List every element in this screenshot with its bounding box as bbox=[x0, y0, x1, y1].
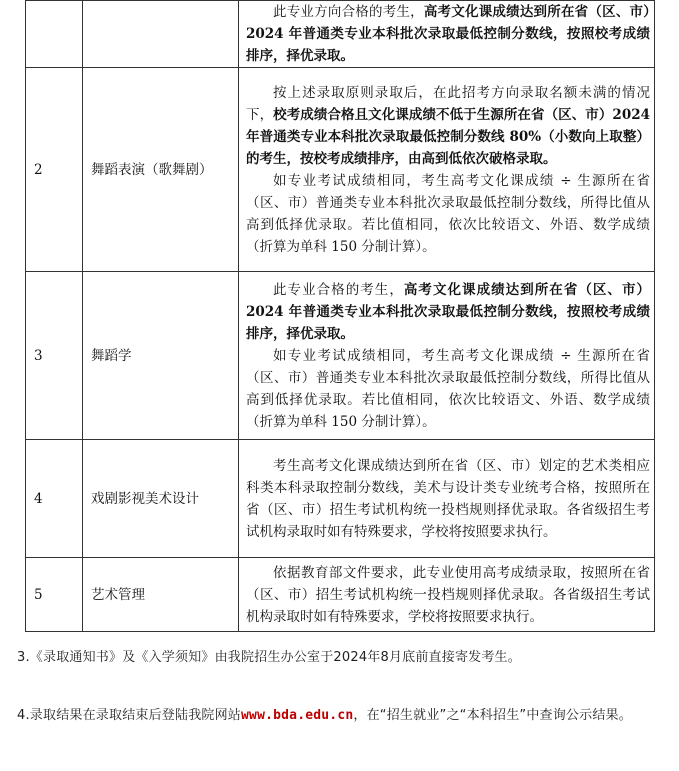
rule-text: 此专业合格的考生， bbox=[273, 281, 404, 298]
rule-paragraph bbox=[246, 562, 650, 628]
admission-rules-table bbox=[25, 0, 655, 632]
major-name: 艺术管理 bbox=[83, 558, 239, 632]
rule-paragraph bbox=[246, 82, 650, 170]
rule-text: 考生高考文化课成绩达到所在省（区、市）划定的艺术类相应科类本科录取控制分数线，美术与设计类专业统考合格，按照所在省（区、市）招生考试机构统一投档规则择优录取。各省级招生考试机构录取时如有特殊要求，学校将按照要求执行。 bbox=[246, 457, 650, 540]
major-name: 戏剧影视美术设计 bbox=[83, 440, 239, 558]
row-number bbox=[26, 1, 83, 68]
rule-paragraph bbox=[246, 279, 650, 345]
table-row bbox=[26, 440, 655, 558]
rule-text: 按上述录取原则录取后，在此招考方向录取名额未满的情况下， bbox=[246, 84, 650, 123]
rule-text: 此专业方向合格的考生， bbox=[273, 4, 424, 20]
table-row bbox=[26, 1, 655, 68]
admission-rule bbox=[239, 1, 655, 68]
row-number: 5 bbox=[26, 558, 83, 632]
admission-rule bbox=[239, 272, 655, 440]
table-row bbox=[26, 558, 655, 632]
rule-paragraph bbox=[246, 455, 650, 543]
note-3-text: 3.《录取通知书》及《入学须知》由我院招生办公室于2024年8月底前直接寄发考生。 bbox=[17, 650, 521, 665]
rule-text: 如专业考试成绩相同，考生高考文化课成绩 ÷ 生源所在省（区、市）普通类专业本科批次录取最低控制分数线，所得比值从高到低择优录取。若比值相同，依次比较语文、外语、数学成绩（折算为单科 150 分制计算）。 bbox=[246, 347, 650, 430]
major-name: 舞蹈学 bbox=[83, 272, 239, 440]
admission-rule bbox=[239, 558, 655, 632]
row-number: 3 bbox=[26, 272, 83, 440]
major-name bbox=[83, 1, 239, 68]
website-link[interactable]: www.bda.edu.cn bbox=[241, 708, 354, 723]
rule-text: 依据教育部文件要求，此专业使用高考成绩录取，按照所在省（区、市）招生考试机构统一投档规则择优录取。各省级招生考试机构录取时如有特殊要求，学校将按照要求执行。 bbox=[246, 564, 650, 625]
note-4 bbox=[17, 703, 667, 728]
rule-text-bold: 高考文化课成绩达到所在省（区、市）2024 年普通类专业本科批次录取最低控制分数线，按照校考成绩排序，择优录取。 bbox=[246, 4, 651, 64]
major-name: 舞蹈表演（歌舞剧） bbox=[83, 68, 239, 272]
note-4-text-after: ，在“招生就业”之“本科招生”中查询公示结果。 bbox=[353, 708, 632, 723]
table-row bbox=[26, 68, 655, 272]
rule-text-bold: 校考成绩合格且文化课成绩不低于生源所在省（区、市）2024 年普通类专业本科批次录取最低控制分数线 80%（小数向上取整）的考生，按校考成绩排序，由高到低依次破格录取。 bbox=[246, 106, 651, 167]
rule-paragraph bbox=[246, 1, 650, 67]
rule-paragraph bbox=[246, 170, 650, 258]
rule-text-bold: 高考文化课成绩达到所在省（区、市）2024 年普通类专业本科批次录取最低控制分数线，按照校考成绩排序，择优录取。 bbox=[246, 281, 651, 342]
note-4-text-before: 4.录取结果在录取结束后登陆我院网站 bbox=[17, 708, 242, 723]
admission-rule bbox=[239, 68, 655, 272]
admission-rule bbox=[239, 440, 655, 558]
rule-paragraph bbox=[246, 345, 650, 433]
row-number: 2 bbox=[26, 68, 83, 272]
table-row bbox=[26, 272, 655, 440]
note-3 bbox=[17, 645, 667, 670]
row-number: 4 bbox=[26, 440, 83, 558]
rule-text: 如专业考试成绩相同，考生高考文化课成绩 ÷ 生源所在省（区、市）普通类专业本科批次录取最低控制分数线，所得比值从高到低择优录取。若比值相同，依次比较语文、外语、数学成绩（折算为单科 150 分制计算）。 bbox=[246, 172, 650, 255]
